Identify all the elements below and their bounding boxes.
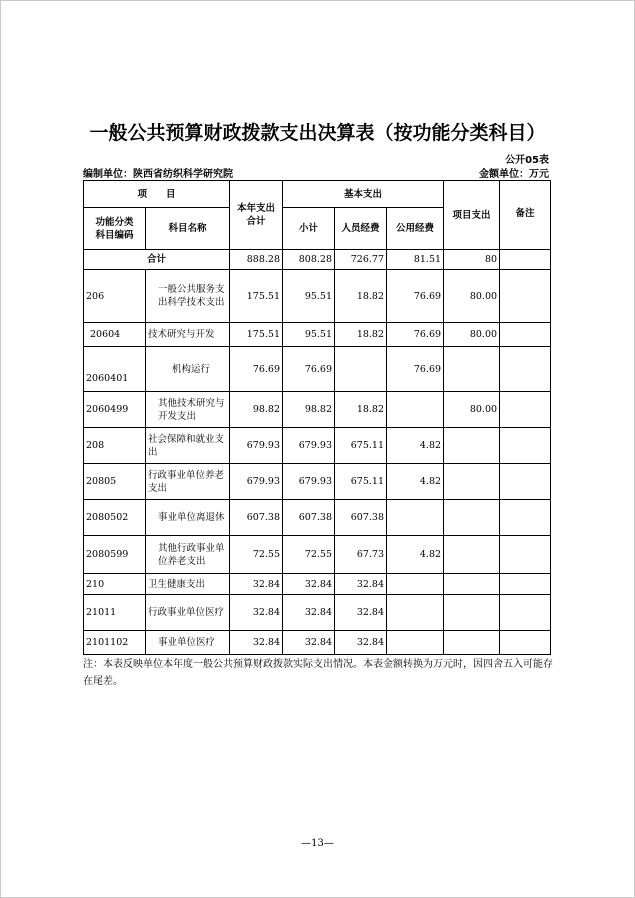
row-project bbox=[444, 574, 500, 595]
row-code: 2080599 bbox=[84, 536, 146, 574]
row-personnel bbox=[335, 347, 387, 392]
row-code: 2060401 bbox=[84, 347, 146, 392]
header-personnel: 人员经费 bbox=[335, 208, 387, 250]
total-public: 81.51 bbox=[387, 250, 444, 270]
row-code: 2101102 bbox=[84, 631, 146, 655]
row-remark bbox=[500, 323, 551, 347]
row-annual: 76.69 bbox=[230, 347, 283, 392]
row-personnel: 18.82 bbox=[335, 392, 387, 428]
row-personnel: 675.11 bbox=[335, 428, 387, 464]
row-project bbox=[444, 500, 500, 536]
header-annual-total: 本年支出 合计 bbox=[230, 181, 283, 250]
row-code: 20805 bbox=[84, 464, 146, 500]
row-name: 社会保障和就业支出 bbox=[146, 428, 230, 464]
row-annual: 607.38 bbox=[230, 500, 283, 536]
row-project: 80.00 bbox=[444, 270, 500, 323]
total-personnel: 726.77 bbox=[335, 250, 387, 270]
table-note: 注：本表反映单位本年度一般公共预算财政拨款实际支出情况。本表金额转换为万元时，因四舍五入可能存在尾差。 bbox=[83, 659, 553, 687]
row-remark bbox=[500, 270, 551, 323]
header-basic: 基本支出 bbox=[283, 181, 444, 208]
row-public: 4.82 bbox=[387, 464, 444, 500]
row-remark bbox=[500, 574, 551, 595]
row-public bbox=[387, 631, 444, 655]
row-subtotal: 72.55 bbox=[283, 536, 335, 574]
row-code: 206 bbox=[84, 270, 146, 323]
row-annual: 679.93 bbox=[230, 464, 283, 500]
row-name: 行政事业单位医疗 bbox=[146, 595, 230, 631]
header-subtotal: 小计 bbox=[283, 208, 335, 250]
row-project bbox=[444, 428, 500, 464]
table-row bbox=[84, 574, 551, 595]
total-subtotal: 808.28 bbox=[283, 250, 335, 270]
row-project bbox=[444, 536, 500, 574]
row-project bbox=[444, 595, 500, 631]
row-project bbox=[444, 464, 500, 500]
row-remark bbox=[500, 500, 551, 536]
row-personnel: 32.84 bbox=[335, 574, 387, 595]
total-annual: 888.28 bbox=[230, 250, 283, 270]
row-remark bbox=[500, 347, 551, 392]
row-subtotal: 32.84 bbox=[283, 574, 335, 595]
header-remark: 备注 bbox=[500, 181, 551, 250]
row-name: 其他行政事业单位养老支出 bbox=[146, 536, 230, 574]
unit-row bbox=[83, 165, 549, 179]
table-row bbox=[84, 428, 551, 464]
row-personnel: 675.11 bbox=[335, 464, 387, 500]
table-row bbox=[84, 595, 551, 631]
amount-unit: 金额单位：万元 bbox=[479, 169, 549, 180]
table-row bbox=[84, 323, 551, 347]
row-code: 20604 bbox=[84, 323, 146, 347]
row-annual: 32.84 bbox=[230, 631, 283, 655]
table-row bbox=[84, 270, 551, 323]
row-remark bbox=[500, 595, 551, 631]
row-personnel: 32.84 bbox=[335, 631, 387, 655]
row-subtotal: 76.69 bbox=[283, 347, 335, 392]
row-subtotal: 95.51 bbox=[283, 270, 335, 323]
row-annual: 32.84 bbox=[230, 574, 283, 595]
row-remark bbox=[500, 536, 551, 574]
row-annual: 98.82 bbox=[230, 392, 283, 428]
row-subtotal: 98.82 bbox=[283, 392, 335, 428]
row-remark bbox=[500, 428, 551, 464]
row-personnel: 607.38 bbox=[335, 500, 387, 536]
compiling-unit: 编制单位：陕西省纺织科学研究院 bbox=[83, 169, 233, 180]
row-project bbox=[444, 347, 500, 392]
row-subtotal: 95.51 bbox=[283, 323, 335, 347]
row-personnel: 32.84 bbox=[335, 595, 387, 631]
row-personnel: 18.82 bbox=[335, 270, 387, 323]
row-project: 80.00 bbox=[444, 323, 500, 347]
row-personnel: 18.82 bbox=[335, 323, 387, 347]
row-annual: 679.93 bbox=[230, 428, 283, 464]
row-name: 技术研究与开发 bbox=[146, 323, 230, 347]
page-title: 一般公共预算财政拨款支出决算表（按功能分类科目） bbox=[89, 122, 546, 144]
row-annual: 72.55 bbox=[230, 536, 283, 574]
row-public: 4.82 bbox=[387, 536, 444, 574]
row-name: 一般公共服务支出科学技术支出 bbox=[146, 270, 230, 323]
row-public: 4.82 bbox=[387, 428, 444, 464]
row-annual: 175.51 bbox=[230, 270, 283, 323]
row-annual: 32.84 bbox=[230, 595, 283, 631]
row-name: 机构运行 bbox=[146, 347, 230, 392]
table-row bbox=[84, 392, 551, 428]
row-personnel: 67.73 bbox=[335, 536, 387, 574]
row-public bbox=[387, 574, 444, 595]
total-label: 合计 bbox=[84, 250, 230, 270]
row-code: 210 bbox=[84, 574, 146, 595]
header-project: 项目支出 bbox=[444, 181, 500, 250]
row-public bbox=[387, 595, 444, 631]
row-name: 事业单位医疗 bbox=[146, 631, 230, 655]
total-remark bbox=[500, 250, 551, 270]
row-project bbox=[444, 631, 500, 655]
row-public bbox=[387, 392, 444, 428]
row-public: 76.69 bbox=[387, 347, 444, 392]
row-public bbox=[387, 500, 444, 536]
row-subtotal: 607.38 bbox=[283, 500, 335, 536]
row-code: 2060499 bbox=[84, 392, 146, 428]
row-subtotal: 32.84 bbox=[283, 631, 335, 655]
header-item: 项 目 bbox=[84, 181, 230, 208]
row-code: 2080502 bbox=[84, 500, 146, 536]
row-remark bbox=[500, 464, 551, 500]
row-code: 208 bbox=[84, 428, 146, 464]
row-name: 其他技术研究与开发支出 bbox=[146, 392, 230, 428]
header-func-code: 功能分类 科目编码 bbox=[84, 208, 146, 250]
row-code: 21011 bbox=[84, 595, 146, 631]
table-row bbox=[84, 347, 551, 392]
row-name: 卫生健康支出 bbox=[146, 574, 230, 595]
total-row bbox=[84, 250, 551, 270]
row-subtotal: 32.84 bbox=[283, 595, 335, 631]
total-project: 80 bbox=[444, 250, 500, 270]
table-row bbox=[84, 464, 551, 500]
row-subtotal: 679.93 bbox=[283, 464, 335, 500]
header-subject-name: 科目名称 bbox=[146, 208, 230, 250]
expenditure-table bbox=[83, 180, 551, 655]
row-remark bbox=[500, 631, 551, 655]
page-number: —13— bbox=[301, 838, 334, 849]
row-subtotal: 679.93 bbox=[283, 428, 335, 464]
row-annual: 175.51 bbox=[230, 323, 283, 347]
row-name: 行政事业单位养老支出 bbox=[146, 464, 230, 500]
row-remark bbox=[500, 392, 551, 428]
table-row bbox=[84, 631, 551, 655]
table-row bbox=[84, 536, 551, 574]
form-code: 公开05表 bbox=[505, 155, 549, 166]
row-name: 事业单位离退休 bbox=[146, 500, 230, 536]
header-public: 公用经费 bbox=[387, 208, 444, 250]
table-row bbox=[84, 500, 551, 536]
row-public: 76.69 bbox=[387, 323, 444, 347]
row-public: 76.69 bbox=[387, 270, 444, 323]
row-project: 80.00 bbox=[444, 392, 500, 428]
